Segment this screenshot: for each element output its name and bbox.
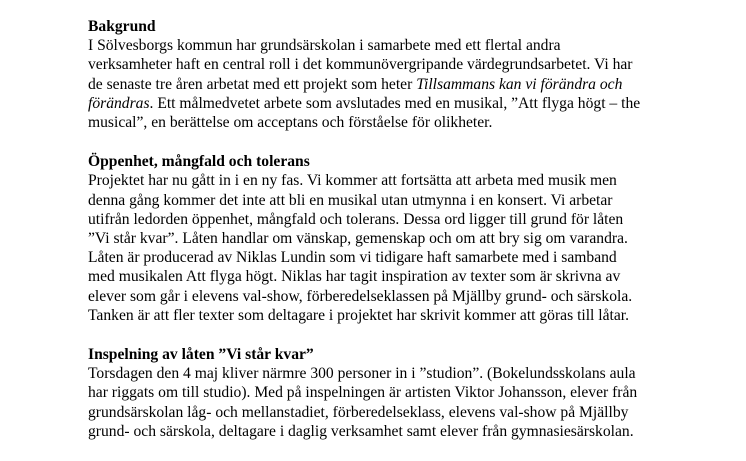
text-segment: med musikalen Att flyga högt. Niklas har tagit inspiration av texter som är skrivna av xyxy=(88,268,621,286)
text-line xyxy=(88,287,728,306)
text-line xyxy=(88,75,728,94)
document-page xyxy=(88,17,728,461)
section-paragraph xyxy=(88,364,728,441)
text-line xyxy=(88,267,728,286)
text-line xyxy=(88,113,728,132)
text-line xyxy=(88,422,728,441)
section-heading: Inspelning av låten ”Vi står kvar” xyxy=(88,346,314,364)
text-segment: denna gång kommer det inte att bli en musikal utan utmynna i en konsert. Vi arbetar xyxy=(88,191,613,209)
italic-text: förändras xyxy=(88,94,150,112)
text-segment: Projektet har nu gått in i en ny fas. Vi kommer att fortsätta att arbeta med musik men xyxy=(88,172,617,190)
section-inspelning xyxy=(88,345,728,441)
text-line xyxy=(88,306,728,325)
text-line xyxy=(88,364,728,383)
text-line xyxy=(88,191,728,210)
text-line xyxy=(88,94,728,113)
italic-text: Tillsammans kan vi förändra och xyxy=(416,75,623,93)
text-segment: musical”, en berättelse om acceptans och förståelse för olikheter. xyxy=(88,114,493,132)
text-segment: utifrån ledorden öppenhet, mångfald och tolerans. Dessa ord ligger till grund för låten xyxy=(88,210,624,228)
text-line xyxy=(88,36,728,55)
section-oppenhet xyxy=(88,152,728,325)
section-bakgrund xyxy=(88,17,728,132)
section-heading: Öppenhet, mångfald och tolerans xyxy=(88,153,310,171)
section-paragraph xyxy=(88,36,728,132)
text-line xyxy=(88,248,728,267)
text-segment: grundsärskolan låg- och mellanstadiet, förberedelseklass, elevens val-show på Mjällby xyxy=(88,403,629,421)
text-segment: I Sölvesborgs kommun har grundsärskolan i samarbete med ett flertal andra xyxy=(88,37,561,55)
section-paragraph xyxy=(88,171,728,325)
text-line xyxy=(88,171,728,190)
text-line xyxy=(88,229,728,248)
text-segment: . Ett målmedvetet arbete som avslutades med en musikal, ”Att flyga högt – the xyxy=(149,94,641,112)
text-segment: Torsdagen den 4 maj kliver närmre 300 personer in i ”studion”. (Bokelundsskolans aula xyxy=(88,365,636,383)
text-segment: har riggats om till studio). Med på inspelningen är artisten Viktor Johansson, elever från xyxy=(88,384,638,402)
text-segment: de senaste tre åren arbetat med ett projekt som heter xyxy=(88,75,417,93)
text-segment: Tanken är att fler texter som deltagare i projektet har skrivit kommer att göras till låtar. xyxy=(88,306,630,324)
text-line xyxy=(88,55,728,74)
text-segment: ”Vi står kvar”. Låten handlar om vänskap, gemenskap och om att bry sig om varandra. xyxy=(88,230,628,248)
text-line xyxy=(88,383,728,402)
text-segment: elever som går i elevens val-show, förberedelseklassen på Mjällby grund- och särskola. xyxy=(88,287,633,305)
text-segment: Låten är producerad av Niklas Lundin som vi tidigare haft samarbete med i samband xyxy=(88,249,617,267)
text-line xyxy=(88,210,728,229)
text-segment: verksamheter haft en central roll i det kommunövergripande värdegrundsarbetet. Vi har xyxy=(88,56,633,74)
section-heading: Bakgrund xyxy=(88,18,156,35)
text-segment: grund- och särskola, deltagare i daglig verksamhet samt elever från gymnasiesärskolan. xyxy=(88,422,634,440)
